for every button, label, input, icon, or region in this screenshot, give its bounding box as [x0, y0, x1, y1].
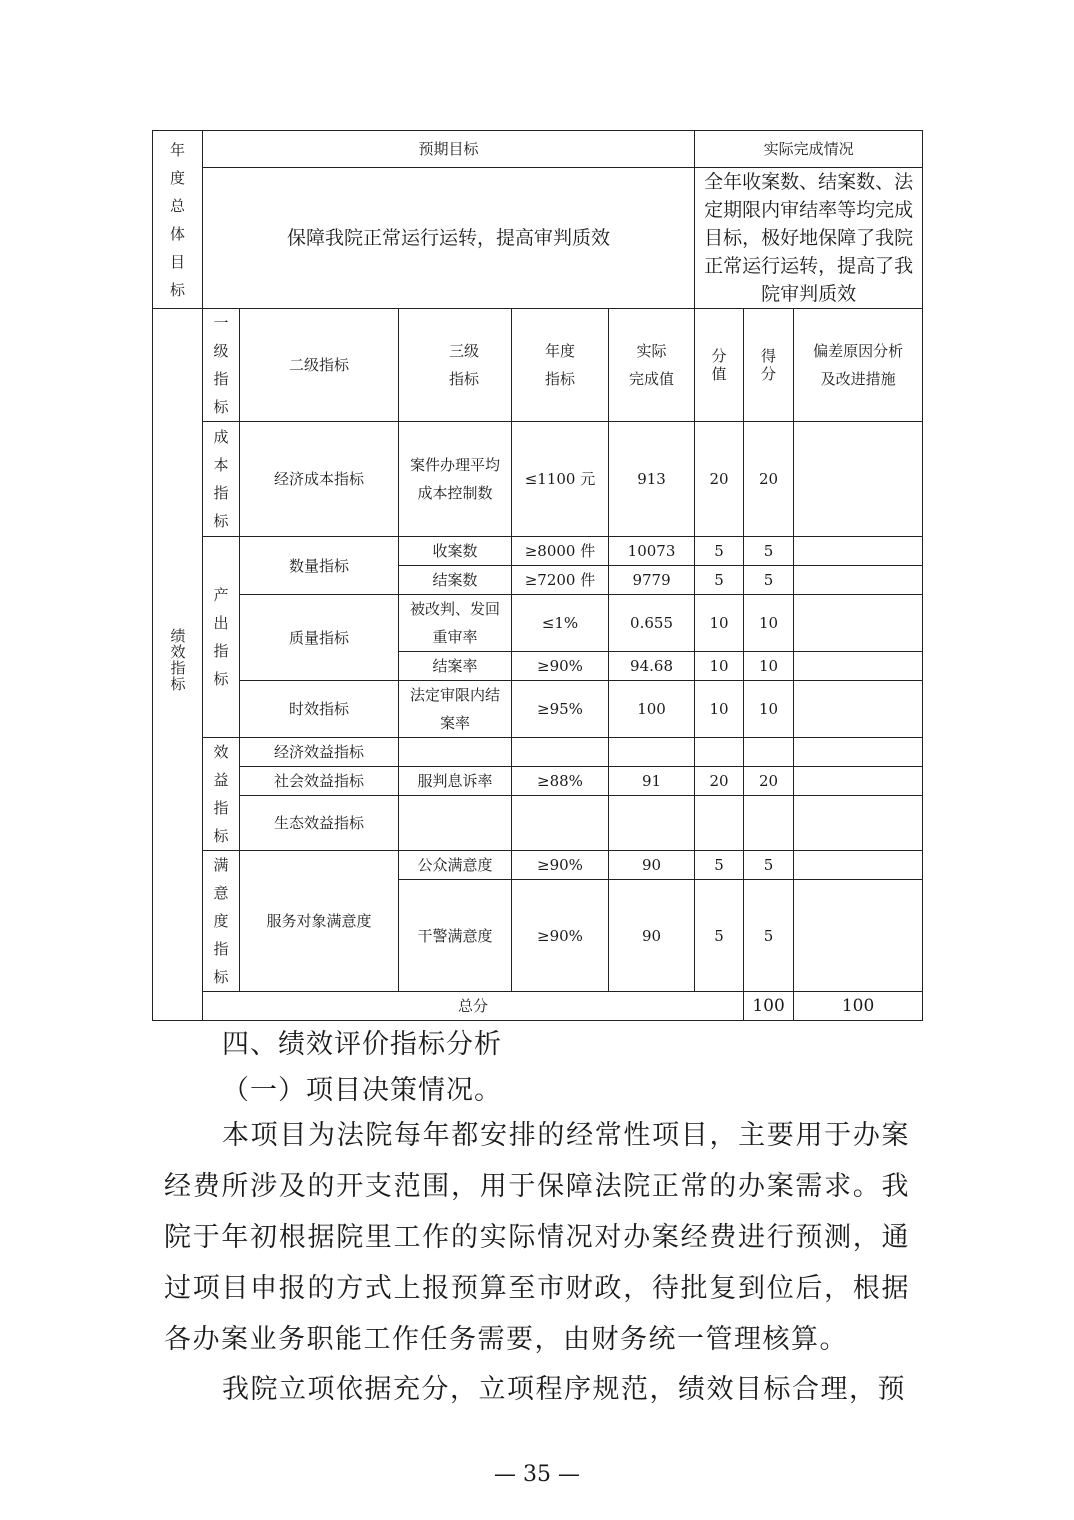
economic-dev	[794, 738, 923, 767]
goal-label: 年度总体目标	[169, 140, 185, 299]
row-sv: 5	[695, 851, 744, 880]
quality-l2: 质量指标	[240, 595, 399, 681]
row-actual: 9779	[609, 566, 695, 595]
section-subheading: （一）项目决策情况。	[222, 1075, 502, 1106]
timeliness-l2: 时效指标	[240, 681, 399, 738]
cost-l2: 经济成本指标	[240, 422, 399, 537]
row-dev	[794, 652, 923, 681]
cost-l1-cell	[203, 422, 240, 537]
section-heading: 四、绩效评价指标分析	[222, 1029, 502, 1060]
paragraph-2: 我院立项依据充分，立项程序规范，绩效目标合理，预	[222, 1374, 906, 1405]
cost-target: ≤1100 元	[512, 422, 609, 537]
row-l3: 公众满意度	[399, 851, 512, 880]
expected-header: 预期目标	[203, 131, 695, 168]
row-l3: 收案数	[399, 537, 512, 566]
cost-sv: 20	[695, 422, 744, 537]
h-level1: 一级指标	[213, 314, 229, 416]
goal-label-cell	[153, 131, 203, 309]
h-score-got: 得分	[761, 347, 777, 383]
row-target: ≥8000 件	[512, 537, 609, 566]
performance-table	[152, 130, 923, 1021]
satisfaction-l1: 满意度指标	[213, 856, 229, 986]
row-dev	[794, 851, 923, 880]
row-sv: 5	[695, 566, 744, 595]
economic-l3	[399, 738, 512, 767]
row-actual: 90	[609, 880, 695, 992]
h-actual-b: 完成值	[629, 370, 675, 388]
row-actual: 10073	[609, 537, 695, 566]
row-l3: 法定审限内结案率	[399, 681, 512, 738]
satisfaction-l1-cell	[203, 851, 240, 992]
expected-text: 保障我院正常运行运转，提高审判质效	[203, 168, 695, 309]
h-score-value-cell	[695, 309, 744, 422]
row-sg: 10	[744, 595, 794, 652]
row-dev	[794, 595, 923, 652]
row-dev	[794, 681, 923, 738]
h-level2: 二级指标	[240, 309, 399, 422]
ecological-sg	[744, 796, 794, 851]
output-l1: 产出指标	[213, 586, 229, 688]
h-deviation-a: 偏差原因分析	[813, 342, 904, 360]
row-actual: 94.68	[609, 652, 695, 681]
row-sg: 5	[744, 880, 794, 992]
row-l3: 被改判、发回重审率	[399, 595, 512, 652]
row-sg: 5	[744, 537, 794, 566]
row-sg: 5	[744, 851, 794, 880]
row-sv: 10	[695, 595, 744, 652]
row-sg: 5	[744, 566, 794, 595]
total-sg: 100	[794, 992, 923, 1021]
row-actual: 90	[609, 851, 695, 880]
benefit-l1: 效益指标	[213, 743, 229, 845]
social-dev	[794, 767, 923, 796]
cost-sg: 20	[744, 422, 794, 537]
h-annual-cell	[512, 309, 609, 422]
row-target: ≥7200 件	[512, 566, 609, 595]
output-l1-cell	[203, 537, 240, 738]
row-sv: 10	[695, 652, 744, 681]
ecological-l3	[399, 796, 512, 851]
actual-header: 实际完成情况	[695, 131, 923, 168]
row-actual: 100	[609, 681, 695, 738]
ecological-target	[512, 796, 609, 851]
social-target: ≥88%	[512, 767, 609, 796]
ecological-sv	[695, 796, 744, 851]
row-l3: 结案率	[399, 652, 512, 681]
row-sv: 10	[695, 681, 744, 738]
row-l3: 结案数	[399, 566, 512, 595]
perf-label-cell	[153, 309, 203, 1021]
row-sg: 10	[744, 681, 794, 738]
row-target: ≤1%	[512, 595, 609, 652]
row-sv: 5	[695, 880, 744, 992]
social-l3: 服判息诉率	[399, 767, 512, 796]
h-deviation-cell	[794, 309, 923, 422]
economic-sg	[744, 738, 794, 767]
benefit-l1-cell	[203, 738, 240, 851]
row-dev	[794, 880, 923, 992]
actual-text: 全年收案数、结案数、法定期限内审结率等均完成目标，极好地保障了我院正常运行运转，提高了我院审判质效	[695, 168, 923, 309]
h-level1-cell	[203, 309, 240, 422]
cost-l3: 案件办理平均成本控制数	[399, 422, 512, 537]
h-annual-b: 指标	[544, 370, 575, 388]
row-l3: 干警满意度	[399, 880, 512, 992]
social-sv: 20	[695, 767, 744, 796]
social-l2: 社会效益指标	[240, 767, 399, 796]
ecological-actual	[609, 796, 695, 851]
ecological-l2: 生态效益指标	[240, 796, 399, 851]
economic-l2: 经济效益指标	[240, 738, 399, 767]
economic-actual	[609, 738, 695, 767]
row-sg: 10	[744, 652, 794, 681]
cost-l1: 成本指标	[213, 428, 229, 530]
economic-sv	[695, 738, 744, 767]
row-target: ≥95%	[512, 681, 609, 738]
quantity-l2: 数量指标	[240, 537, 399, 595]
row-target: ≥90%	[512, 652, 609, 681]
row-sv: 5	[695, 537, 744, 566]
total-label: 总分	[203, 992, 744, 1021]
h-score-got-cell	[744, 309, 794, 422]
cost-dev	[794, 422, 923, 537]
row-target: ≥90%	[512, 851, 609, 880]
h-actual-a: 实际	[636, 342, 667, 360]
social-actual: 91	[609, 767, 695, 796]
page-number: — 35 —	[494, 1462, 580, 1487]
h-level3: 三级指标	[399, 309, 512, 422]
social-sg: 20	[744, 767, 794, 796]
satisfaction-l2: 服务对象满意度	[240, 851, 399, 992]
row-target: ≥90%	[512, 880, 609, 992]
ecological-dev	[794, 796, 923, 851]
row-dev	[794, 537, 923, 566]
perf-label: 绩效指标	[168, 628, 187, 692]
h-score-value: 分值	[711, 347, 727, 383]
paragraph-1: 本项目为法院每年都安排的经常性项目，主要用于办案经费所涉及的开支范围，用于保障法院正常的办案需求。我院于年初根据院里工作的实际情况对办案经费进行预测，通过项目申报的方式上报预算至市财政，待批复到位后，根据各办案业务职能工作任务需要，由财务统一管理核算。	[164, 1120, 910, 1355]
row-actual: 0.655	[609, 595, 695, 652]
row-dev	[794, 566, 923, 595]
cost-actual: 913	[609, 422, 695, 537]
h-actual-cell	[609, 309, 695, 422]
economic-target	[512, 738, 609, 767]
h-annual-a: 年度	[544, 342, 575, 360]
h-deviation-b: 及改进措施	[820, 370, 896, 388]
total-sv: 100	[744, 992, 794, 1021]
